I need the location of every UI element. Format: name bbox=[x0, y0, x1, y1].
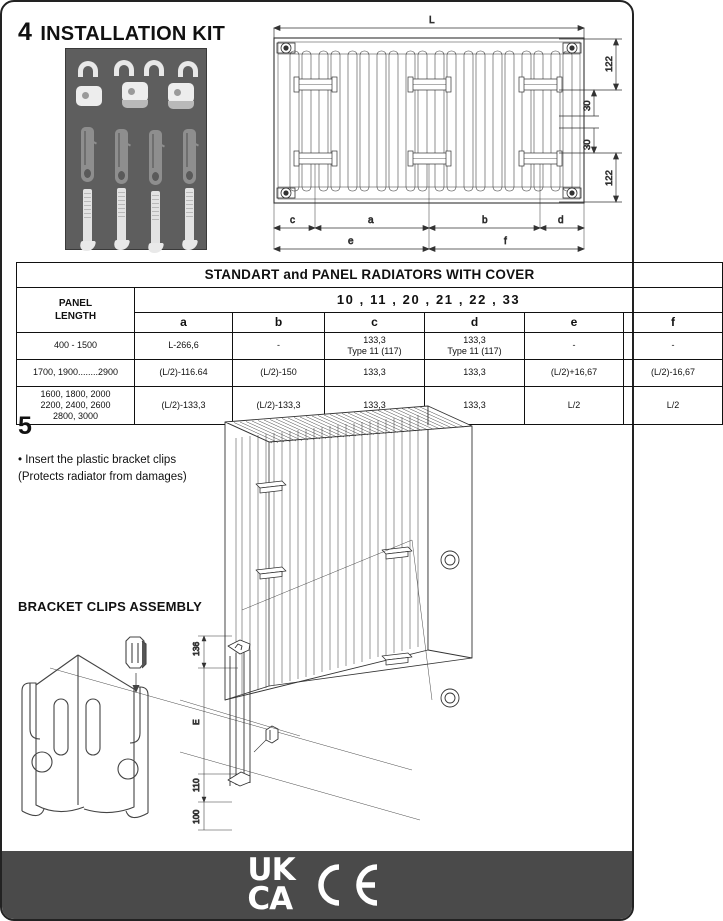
row-b: - bbox=[233, 332, 325, 359]
wall-plug-icon bbox=[115, 129, 128, 184]
row-d-line2: Type 11 (117) bbox=[447, 345, 502, 356]
svg-text:f: f bbox=[504, 236, 507, 247]
plastic-clip-icon bbox=[78, 61, 98, 77]
wall-bracket-icon bbox=[76, 86, 102, 106]
svg-text:136: 136 bbox=[191, 641, 201, 656]
certification-footer bbox=[2, 851, 632, 919]
table-row bbox=[17, 332, 723, 359]
bracket-clip-detail-drawing bbox=[16, 627, 191, 837]
row-length-line1: 1600, 1800, 2000 bbox=[40, 389, 111, 399]
svg-text:122: 122 bbox=[604, 170, 615, 186]
svg-text:E: E bbox=[191, 719, 201, 725]
row-length: 400 - 1500 bbox=[17, 332, 135, 359]
wall-plug-icon bbox=[149, 130, 162, 185]
row-e: L/2 bbox=[525, 386, 624, 424]
col-header-d: d bbox=[425, 313, 525, 333]
radiator-types: 10 , 11 , 20 , 21 , 22 , 33 bbox=[135, 288, 723, 313]
screw-icon bbox=[185, 188, 194, 246]
svg-text:b: b bbox=[482, 215, 488, 226]
screw-icon bbox=[151, 191, 160, 249]
row-a: L-266,6 bbox=[135, 332, 233, 359]
row-c-line2: Type 11 (117) bbox=[347, 345, 402, 356]
svg-text:110: 110 bbox=[191, 778, 201, 792]
svg-text:e: e bbox=[348, 236, 354, 247]
instruction-line-2: (Protects radiator from damages) bbox=[18, 470, 187, 483]
section-4-header bbox=[18, 20, 225, 46]
plastic-clip-icon bbox=[144, 60, 164, 76]
screw-icon bbox=[83, 189, 92, 247]
row-b: (L/2)-150 bbox=[233, 359, 325, 386]
panel-length-header bbox=[17, 288, 135, 332]
table-types-row bbox=[17, 288, 723, 313]
wall-plug-icon bbox=[183, 129, 196, 184]
row-f: L/2 bbox=[624, 386, 723, 424]
panel-length-line1: PANEL bbox=[58, 298, 93, 310]
section-4-number: 4 bbox=[18, 18, 32, 46]
wall-plug-icon bbox=[81, 127, 94, 182]
row-a: (L/2)-133,3 bbox=[135, 386, 233, 424]
row-f: (L/2)-16,67 bbox=[624, 359, 723, 386]
ukca-line-2: CA bbox=[247, 881, 293, 917]
screw-icon bbox=[117, 188, 126, 246]
row-d: 133,3 bbox=[425, 386, 525, 424]
col-header-a: a bbox=[135, 313, 233, 333]
row-c: 133,3 bbox=[325, 386, 425, 424]
col-header-e: e bbox=[525, 313, 624, 333]
svg-text:100: 100 bbox=[191, 809, 201, 824]
plastic-clip-icon bbox=[178, 61, 198, 77]
svg-text:a: a bbox=[368, 215, 374, 226]
row-d: 133,3 bbox=[425, 359, 525, 386]
row-e: - bbox=[525, 332, 624, 359]
col-header-c: c bbox=[325, 313, 425, 333]
ukca-mark bbox=[247, 852, 295, 917]
panel-length-line2: LENGTH bbox=[54, 311, 97, 323]
row-d-line1: 133,3 bbox=[463, 334, 486, 345]
row-e: (L/2)+16,67 bbox=[525, 359, 624, 386]
table-title: STANDART and PANEL RADIATORS WITH COVER bbox=[17, 263, 723, 288]
table-title-row bbox=[17, 263, 723, 288]
row-a: (L/2)-116.64 bbox=[135, 359, 233, 386]
svg-text:30: 30 bbox=[582, 139, 593, 150]
svg-text:L: L bbox=[429, 15, 435, 26]
row-c: 133,3 bbox=[325, 359, 425, 386]
wall-bracket-icon bbox=[168, 83, 194, 103]
installation-kit-photo bbox=[65, 48, 207, 250]
svg-text:d: d bbox=[558, 215, 564, 226]
radiator-front-view-drawing bbox=[264, 6, 632, 258]
svg-text:122: 122 bbox=[604, 56, 615, 72]
row-length-line2: 2200, 2400, 2600 bbox=[40, 399, 111, 410]
row-c bbox=[325, 332, 425, 359]
col-header-f: f bbox=[624, 313, 723, 333]
row-d bbox=[425, 332, 525, 359]
table-row bbox=[17, 359, 723, 386]
row-f: - bbox=[624, 332, 723, 359]
row-length: 1700, 1900........2900 bbox=[17, 359, 135, 386]
isometric-assembly-drawing bbox=[180, 400, 632, 840]
svg-text:c: c bbox=[290, 215, 295, 226]
instruction-line-1: • Insert the plastic bracket clips bbox=[18, 454, 177, 466]
row-length-line3: 2800, 3000 bbox=[52, 410, 99, 421]
wall-bracket-icon bbox=[122, 82, 148, 102]
section-5-number: 5 bbox=[18, 412, 32, 440]
row-c-line1: 133,3 bbox=[363, 334, 386, 345]
section-4-title: INSTALLATION KIT bbox=[40, 23, 226, 45]
kit-parts-grid bbox=[72, 55, 200, 243]
svg-text:30: 30 bbox=[582, 100, 593, 111]
ce-mark bbox=[309, 861, 387, 909]
row-b: (L/2)-133,3 bbox=[233, 386, 325, 424]
ukca-line-1: UK bbox=[247, 852, 295, 889]
col-header-b: b bbox=[233, 313, 325, 333]
plastic-clip-icon bbox=[114, 60, 134, 76]
row-length bbox=[17, 386, 135, 424]
bracket-clips-assembly-title: BRACKET CLIPS ASSEMBLY bbox=[18, 599, 203, 614]
